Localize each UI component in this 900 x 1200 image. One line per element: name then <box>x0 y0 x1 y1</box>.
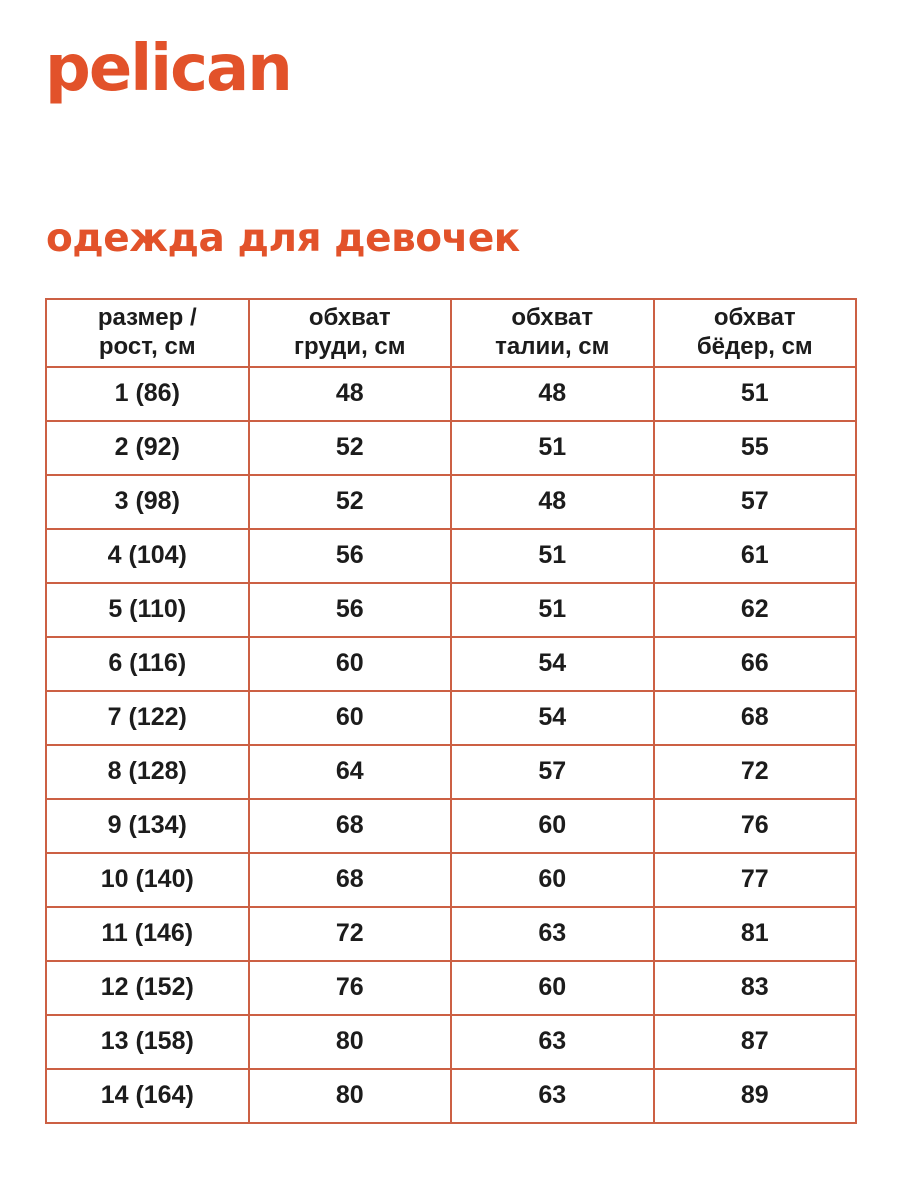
size-cell: 14 (164) <box>46 1069 249 1123</box>
table-row <box>46 367 856 421</box>
hips-cell: 81 <box>654 907 857 961</box>
column-header-hips <box>654 299 857 367</box>
hips-cell: 68 <box>654 691 857 745</box>
size-chart-header <box>46 299 856 367</box>
size-cell: 8 (128) <box>46 745 249 799</box>
waist-cell: 63 <box>451 907 654 961</box>
chest-cell: 48 <box>249 367 452 421</box>
size-cell: 7 (122) <box>46 691 249 745</box>
chest-cell: 80 <box>249 1069 452 1123</box>
chest-cell: 68 <box>249 853 452 907</box>
table-row <box>46 691 856 745</box>
chest-cell: 60 <box>249 637 452 691</box>
size-chart-table <box>45 298 857 1124</box>
table-row <box>46 907 856 961</box>
column-header-size <box>46 299 249 367</box>
size-cell: 5 (110) <box>46 583 249 637</box>
table-row <box>46 1069 856 1123</box>
table-row <box>46 421 856 475</box>
size-chart-body <box>46 367 856 1123</box>
waist-cell: 57 <box>451 745 654 799</box>
waist-cell: 54 <box>451 637 654 691</box>
waist-cell: 48 <box>451 367 654 421</box>
waist-cell: 51 <box>451 529 654 583</box>
hips-cell: 62 <box>654 583 857 637</box>
hips-cell: 57 <box>654 475 857 529</box>
size-cell: 9 (134) <box>46 799 249 853</box>
size-cell: 4 (104) <box>46 529 249 583</box>
table-row <box>46 853 856 907</box>
hips-cell: 55 <box>654 421 857 475</box>
table-row <box>46 529 856 583</box>
size-cell: 11 (146) <box>46 907 249 961</box>
waist-cell: 60 <box>451 799 654 853</box>
table-row <box>46 475 856 529</box>
waist-cell: 51 <box>451 583 654 637</box>
header-line: рост, см <box>98 332 196 360</box>
size-cell: 1 (86) <box>46 367 249 421</box>
table-row <box>46 1015 856 1069</box>
hips-cell: 76 <box>654 799 857 853</box>
chest-cell: 52 <box>249 475 452 529</box>
waist-cell: 60 <box>451 961 654 1015</box>
waist-cell: 54 <box>451 691 654 745</box>
chest-cell: 68 <box>249 799 452 853</box>
chest-cell: 80 <box>249 1015 452 1069</box>
hips-cell: 61 <box>654 529 857 583</box>
table-row <box>46 799 856 853</box>
size-cell: 13 (158) <box>46 1015 249 1069</box>
table-row <box>46 583 856 637</box>
size-cell: 3 (98) <box>46 475 249 529</box>
chest-cell: 76 <box>249 961 452 1015</box>
waist-cell: 48 <box>451 475 654 529</box>
size-cell: 10 (140) <box>46 853 249 907</box>
table-row <box>46 961 856 1015</box>
header-line: бёдер, см <box>696 332 813 360</box>
size-cell: 12 (152) <box>46 961 249 1015</box>
header-line: талии, см <box>495 332 610 360</box>
hips-cell: 66 <box>654 637 857 691</box>
waist-cell: 60 <box>451 853 654 907</box>
chest-cell: 52 <box>249 421 452 475</box>
pelican-logo: pelican <box>45 32 291 106</box>
column-header-waist <box>451 299 654 367</box>
header-line: обхват <box>713 304 796 331</box>
chest-cell: 60 <box>249 691 452 745</box>
header-line: обхват <box>511 304 594 331</box>
hips-cell: 87 <box>654 1015 857 1069</box>
chest-cell: 72 <box>249 907 452 961</box>
header-line: обхват <box>308 304 391 331</box>
column-header-chest <box>249 299 452 367</box>
waist-cell: 51 <box>451 421 654 475</box>
chest-cell: 56 <box>249 529 452 583</box>
hips-cell: 51 <box>654 367 857 421</box>
hips-cell: 72 <box>654 745 857 799</box>
size-cell: 2 (92) <box>46 421 249 475</box>
page-title: одежда для девочек <box>46 216 520 261</box>
hips-cell: 89 <box>654 1069 857 1123</box>
hips-cell: 77 <box>654 853 857 907</box>
header-row <box>46 299 856 367</box>
hips-cell: 83 <box>654 961 857 1015</box>
waist-cell: 63 <box>451 1069 654 1123</box>
chest-cell: 56 <box>249 583 452 637</box>
table-row <box>46 745 856 799</box>
header-line: груди, см <box>293 332 406 360</box>
size-cell: 6 (116) <box>46 637 249 691</box>
waist-cell: 63 <box>451 1015 654 1069</box>
chest-cell: 64 <box>249 745 452 799</box>
table-row <box>46 637 856 691</box>
header-line: размер / <box>97 304 197 331</box>
